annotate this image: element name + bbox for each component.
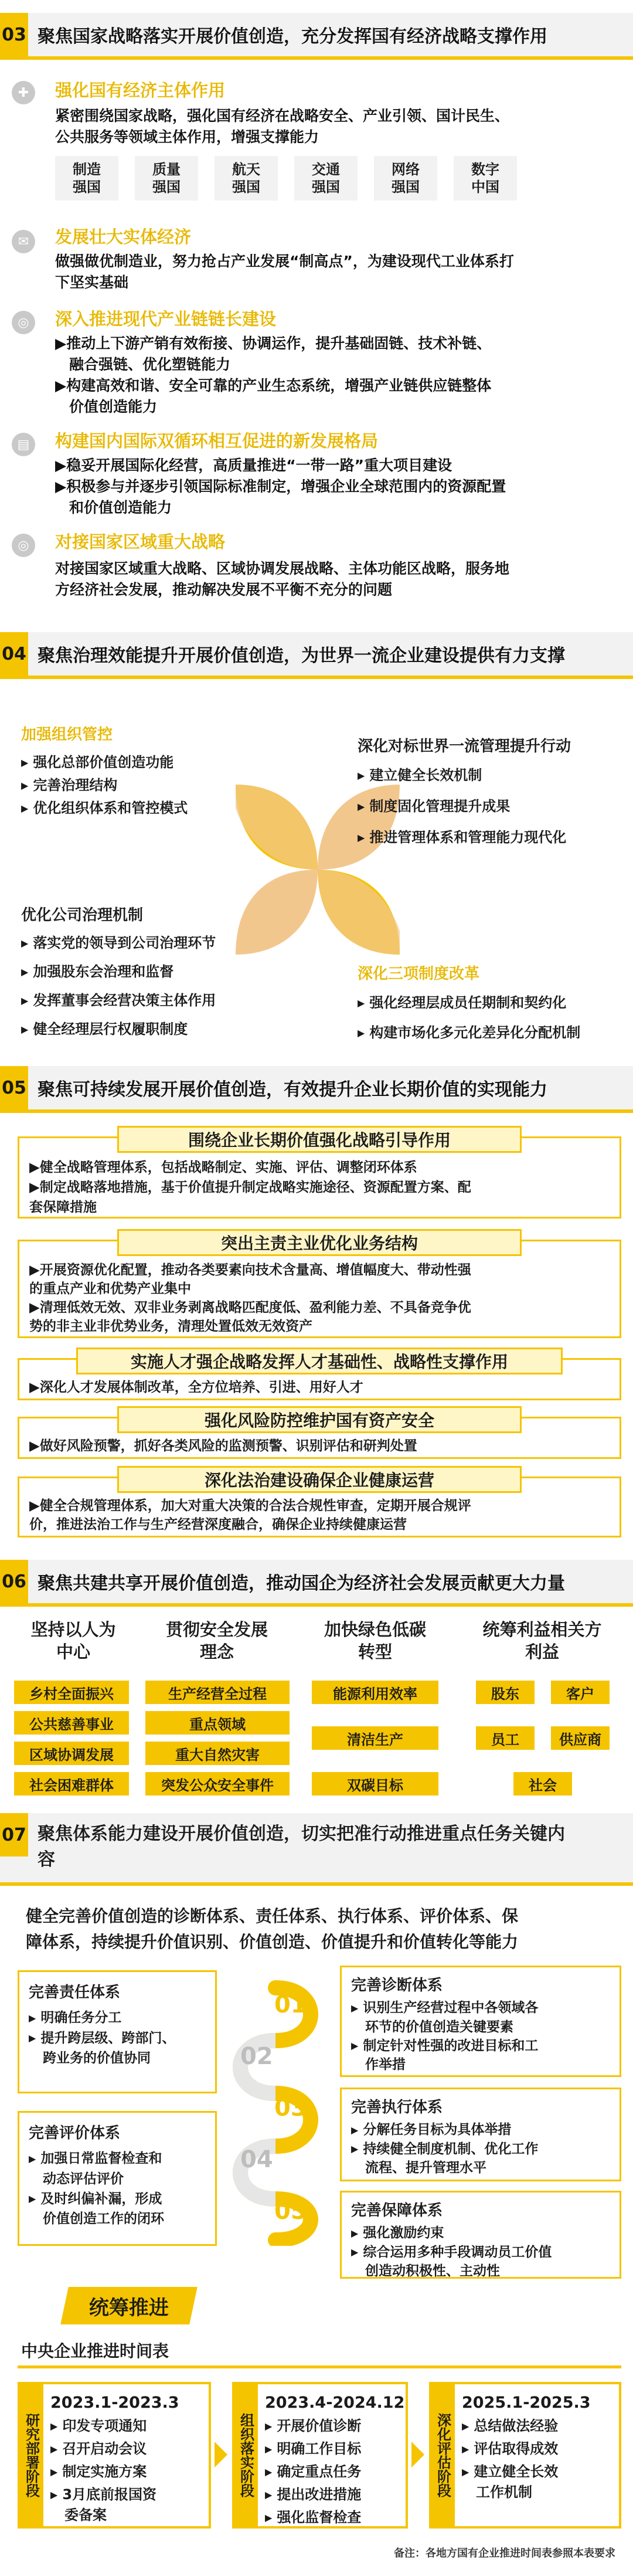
item-text: 对接国家区域重大战略、区域协调发展战略、主体功能区战略，服务地 方经济社会发展，推动解决发展不平衡不充分的问题	[55, 560, 510, 598]
divider	[0, 676, 633, 679]
column-title: 统筹利益相关方 利益	[482, 1620, 602, 1662]
bullet: ▶ 发挥董事会经营决策主体作用	[21, 989, 216, 1012]
promo-badge: 统筹推进	[60, 2287, 198, 2324]
group-org-control	[21, 722, 188, 820]
bullet: ▶ 构建市场化多元化差异化分配机制	[358, 1021, 580, 1044]
box-title: 完善保障体系	[351, 2202, 443, 2219]
bullet: ▶ 综合运用多种手段调动员工价值	[351, 2243, 610, 2262]
column-title: 坚持以人为 中心	[30, 1620, 116, 1662]
bullet: ▶ 提升跨层级、跨部门、	[29, 2028, 206, 2049]
section-title: 聚焦可持续发展开展价值创造，有效提升企业长期价值的实现能力	[38, 1080, 547, 1100]
pill: 重点领域	[145, 1711, 290, 1735]
pill: 社会困难群体	[14, 1772, 129, 1796]
item-title: 对接国家区域重大战略	[55, 532, 226, 552]
pill: 乡村全面振兴	[14, 1681, 129, 1704]
pill: 公共慈善事业	[14, 1711, 129, 1735]
section-number: 06	[0, 1560, 28, 1603]
pill: 清洁生产	[312, 1726, 438, 1750]
item-text: ▶稳妥开展国际化经营，高质量推进“一带一路”重大项目建设 ▶积极参与并逐步引领国际标准制定，增强企业全球范围内的资源配置 和价值创造能力	[55, 457, 506, 516]
tag: 航天 强国	[215, 156, 278, 201]
step-number: 04	[240, 2146, 273, 2173]
divider	[0, 1882, 633, 1886]
section-04-header	[0, 632, 633, 676]
pill: 股东	[476, 1681, 535, 1704]
stage-content: 2025.1-2025.3 ▶ 总结做法经验 ▶ 评估取得成效 ▶ 建立健全长效 工作机制	[462, 2391, 591, 2501]
group-benchmark	[358, 734, 571, 849]
doc-icon: ▤	[12, 433, 35, 456]
section-title: 聚焦治理效能提升开展价值创造，为世界一流企业建设提供有力支撑	[38, 646, 565, 666]
step-number: 05	[274, 2198, 307, 2225]
section-title: 聚焦体系能力建设开展价值创造，切实把准行动推进重点任务关键内 容	[38, 1824, 565, 1870]
block-head: 突出主责主业优化业务结构	[117, 1229, 522, 1256]
pill: 供应商	[551, 1726, 610, 1750]
step-number: 03	[274, 2095, 307, 2122]
block-text: ▶开展资源优化配置，推动各类要素向技术含量高、增值幅度大、带动性强 的重点产业和优势产业集中 ▶清理低效无效、双非业务剥离战略匹配度低、盈利能力差、不具备竞争优 势的非主业非优势业务，清理处置低效无效资产	[29, 1262, 471, 1334]
system-box-right-3: 完善保障体系 ▶ 强化激励约束 ▶ 综合运用多种手段调动员工价值 创造动积极性、主动性	[340, 2191, 621, 2279]
arrow-right-icon	[215, 2442, 227, 2468]
section-03-header	[0, 13, 633, 56]
item-text: ▶推动上下游产销有效衔接、协调运作，提升基础固链、技术补链、 融合强链、优化塑链能力 ▶构建高效和谐、安全可靠的产业生态系统，增强产业链供应链整体 价值创造能力	[55, 335, 492, 415]
bullet: ▶ 明确任务分工	[29, 2008, 206, 2028]
item-title: 构建国内国际双循环相互促进的新发展格局	[55, 431, 379, 451]
column-title: 贯彻安全发展 理念	[165, 1620, 268, 1662]
tag: 质量 强国	[135, 156, 198, 201]
pill: 社会	[513, 1772, 572, 1796]
bullet: ▶ 制定针对性强的改进目标和工	[351, 2037, 610, 2056]
block-text: ▶深化人才发展体制改革，全方位培养、引进、用好人才	[29, 1380, 363, 1395]
bullet: ▶ 落实党的领导到公司治理环节	[21, 932, 216, 955]
footnote: 备注：各地方国有企业推进时间表参照本表要求	[394, 2547, 615, 2560]
bullet: ▶ 推进管理体系和管理能力现代化	[358, 826, 571, 849]
block-head: 强化风险防控维护国有资产安全	[117, 1406, 522, 1433]
tag: 网络 强国	[374, 156, 437, 201]
tag: 交通 强国	[294, 156, 358, 201]
chat-icon: ✉	[12, 230, 35, 253]
divider	[0, 1109, 633, 1113]
group-title: 深化对标世界一流管理提升行动	[358, 738, 571, 755]
pill: 区域协调发展	[14, 1742, 129, 1765]
cross-icon: ✚	[12, 81, 35, 104]
group-three-reforms	[358, 962, 580, 1044]
bullet: ▶ 建立健全长效机制	[358, 764, 571, 787]
section-05-header	[0, 1066, 633, 1109]
pill: 突发公众安全事件	[145, 1772, 290, 1796]
bullet: ▶ 强化激励约束	[351, 2224, 610, 2243]
system-box-left-1: 完善责任体系 ▶ 明确任务分工 ▶ 提升跨层级、跨部门、 跨业务的价值协同	[18, 1970, 217, 2093]
box-title: 完善评价体系	[29, 2124, 121, 2142]
system-box-left-2: 完善评价体系 ▶ 加强日常监督检查和 动态评估评价 ▶ 及时纠偏补漏，形成 价值创造工作的闭环	[18, 2111, 217, 2246]
divider	[0, 1603, 633, 1607]
bullet: ▶ 制度固化管理提升成果	[358, 795, 571, 818]
box-title: 完善责任体系	[29, 1984, 121, 2001]
section-title: 聚焦国家战略落实开展价值创造，充分发挥国有经济战略支撑作用	[38, 26, 547, 47]
arrow-right-icon	[411, 2442, 424, 2468]
tag: 制造 强国	[55, 156, 118, 201]
stage-content: 2023.1-2023.3 ▶ 印发专项通知 ▶ 召开启动会议 ▶ 制定实施方案 ▶ 3月底前报国资 委备案	[50, 2391, 179, 2524]
section-number: 03	[0, 13, 28, 56]
block-text: ▶健全战略管理体系，包括战略制定、实施、评估、调整闭环体系 ▶制定战略落地措施，基于价值提升制定战略实施途径、资源配置方案、配 套保障措施	[29, 1160, 471, 1215]
system-box-right-2: 完善执行体系 ▶ 分解任务目标为具体举措 ▶ 持续健全制度机制、优化工作 流程、提升管理水平	[340, 2088, 621, 2181]
group-title: 优化公司治理机制	[21, 907, 144, 924]
bullet: ▶ 加强日常监督检查和	[29, 2149, 206, 2169]
pill: 生产经营全过程	[145, 1681, 290, 1704]
bullet: ▶ 持续健全制度机制、优化工作	[351, 2140, 610, 2159]
item-text: 做强做优制造业，努力抢占产业发展“制高点”，为建设现代工业体系打 下坚实基础	[55, 253, 514, 291]
bullet: ▶ 加强股东会治理和监督	[21, 961, 216, 983]
section-number: 07	[0, 1813, 28, 1857]
pill: 能源利用效率	[312, 1681, 438, 1704]
bullet: ▶ 健全经理层行权履职制度	[21, 1018, 216, 1041]
block-text: ▶做好风险预警，抓好各类风险的监测预警、识别评估和研判处置	[29, 1438, 417, 1454]
divider	[0, 56, 633, 60]
timeline-title: 中央企业推进时间表	[21, 2341, 169, 2361]
pill: 员工	[476, 1726, 535, 1750]
block-head: 围绕企业长期价值强化战略引导作用	[117, 1126, 522, 1153]
step-number: 01	[274, 1991, 307, 2018]
item-title: 发展壮大实体经济	[55, 227, 192, 247]
pill: 双碳目标	[312, 1772, 438, 1796]
stage-label: 研究部署阶段	[20, 2384, 43, 2526]
item-title: 强化国有经济主体作用	[55, 80, 226, 100]
bullet: ▶ 优化组织体系和管控模式	[21, 797, 188, 820]
bullet: ▶ 分解任务目标为具体举措	[351, 2120, 610, 2140]
stage-label: 深化评估阶段	[431, 2384, 455, 2526]
strong-nation-tags	[55, 156, 517, 201]
group-title: 加强组织管控	[21, 726, 113, 744]
divider	[18, 2365, 621, 2368]
ring-icon: ◎	[12, 534, 35, 557]
section-number: 04	[0, 632, 28, 676]
bullet: ▶ 强化经理层成员任期制和契约化	[358, 992, 580, 1014]
bullet: ▶ 完善治理结构	[21, 774, 188, 797]
item-title: 深入推进现代产业链链长建设	[55, 309, 277, 329]
group-governance	[21, 903, 216, 1041]
group-title: 深化三项制度改革	[358, 965, 480, 983]
stage-content: 2023.4-2024.12 ▶ 开展价值诊断 ▶ 明确工作目标 ▶ 确定重点任务 ▶ 提出改进措施 ▶ 强化监督检查	[265, 2391, 404, 2529]
box-title: 完善执行体系	[351, 2099, 443, 2116]
column-title: 加快绿色低碳 转型	[324, 1620, 426, 1662]
box-title: 完善诊断体系	[351, 1977, 443, 1994]
bullet: ▶ 强化总部价值创造功能	[21, 751, 188, 774]
block-text: ▶健全合规管理体系，加大对重大决策的合法合规性审查，定期开展合规评 价，推进法治工作与生产经营深度融合，确保企业持续健康运营	[29, 1498, 471, 1532]
tag: 数字 中国	[454, 156, 517, 201]
stage-label: 组织落实阶段	[234, 2384, 258, 2526]
step-number: 02	[240, 2043, 273, 2070]
pill: 客户	[551, 1681, 610, 1704]
bullet: ▶ 识别生产经营过程中各领域各	[351, 1998, 610, 2018]
block-head: 实施人才强企战略发挥人才基础性、战略性支撑作用	[76, 1348, 563, 1374]
section-07-header	[0, 1813, 633, 1882]
section-title: 聚焦共建共享开展价值创造，推动国企为经济社会发展贡献更大力量	[38, 1573, 565, 1594]
bullet: ▶ 及时纠偏补漏，形成	[29, 2189, 206, 2210]
pill: 重大自然灾害	[145, 1742, 290, 1765]
block-head: 深化法治建设确保企业健康运营	[117, 1466, 522, 1493]
ring-icon: ◎	[12, 311, 35, 334]
section-intro: 健全完善价值创造的诊断体系、责任体系、执行体系、评价体系、保 障体系，持续提升价值识别、价值创造、价值提升和价值转化等能力	[26, 1906, 519, 1951]
system-box-right-1: 完善诊断体系 ▶ 识别生产经营过程中各领域各 环节的价值创造关键要素 ▶ 制定针对性强的改进目标和工 作举措	[340, 1966, 621, 2077]
section-number: 05	[0, 1066, 28, 1109]
item-text: 紧密围绕国家战略，强化国有经济在战略安全、产业引领、国计民生、 公共服务等领域主体作用，增强支撑能力	[55, 107, 510, 145]
section-06-header	[0, 1560, 633, 1603]
